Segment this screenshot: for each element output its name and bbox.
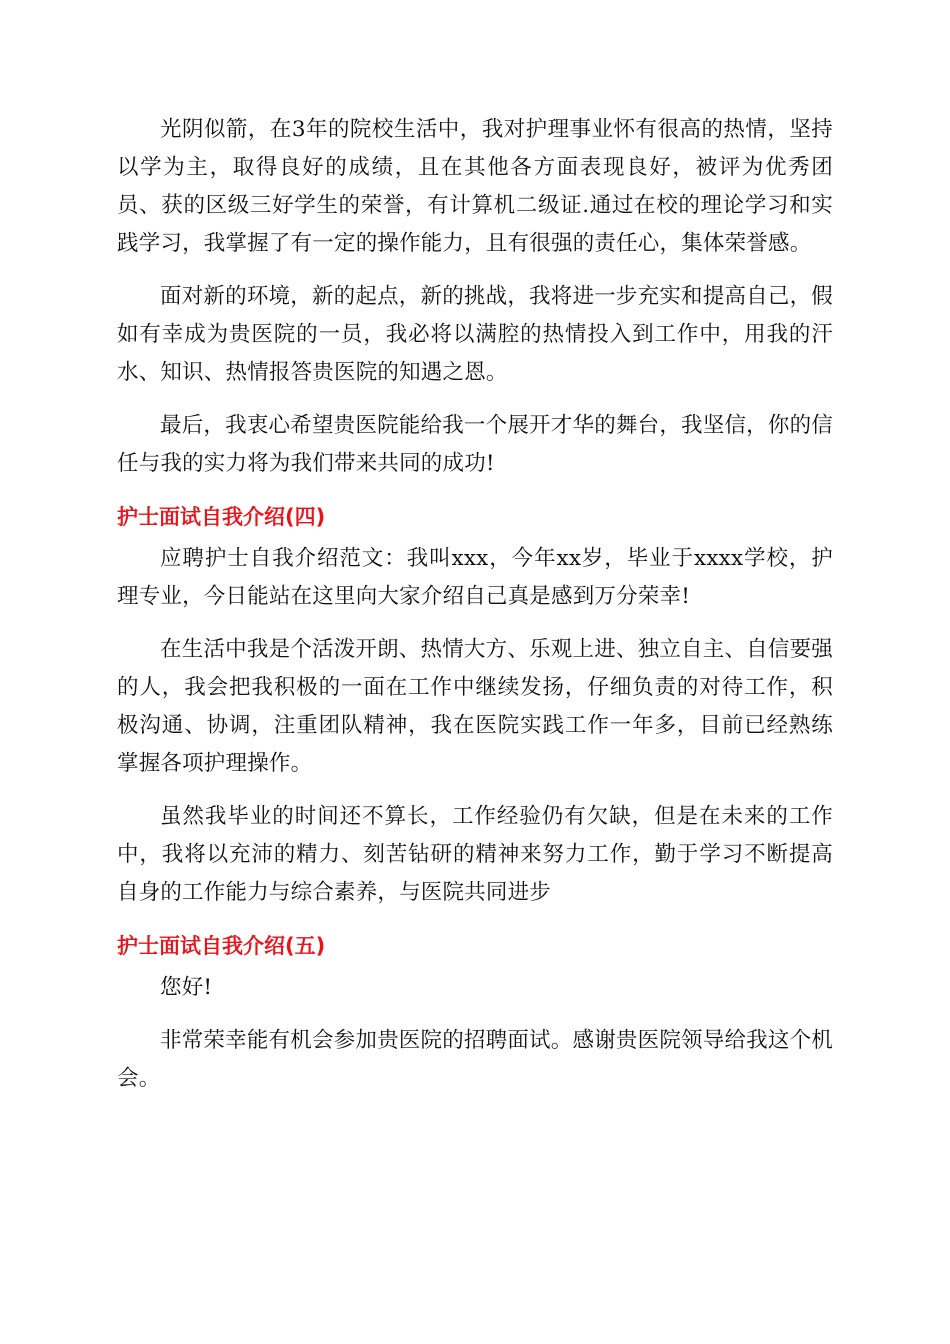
section-heading-five: 护士面试自我介绍(五) <box>117 934 326 958</box>
paragraph-thanks: 非常荣幸能有机会参加贵医院的招聘面试。感谢贵医院领导给我这个机会。 <box>117 1028 833 1091</box>
paragraph-personality: 在生活中我是个活泼开朗、热情大方、乐观上进、独立自主、自信要强的人，我会把我积极的一面在工作中继续发扬，仔细负责的对待工作，积极沟通、协调，注重团队精神，我在医院实践工作一年多，目前已经熟练掌握各项护理操作。 <box>117 637 833 776</box>
paragraph-closing-wish: 最后，我衷心希望贵医院能给我一个展开才华的舞台，我坚信，你的信任与我的实力将为我们带来共同的成功! <box>117 413 833 476</box>
section-heading-four: 护士面试自我介绍(四) <box>117 505 326 529</box>
paragraph-greeting: 您好! <box>160 975 213 1000</box>
paragraph-intro-sample: 应聘护士自我介绍范文：我叫xxx，今年xx岁，毕业于xxxx学校，护理专业，今日能站在这里向大家介绍自己真是感到万分荣幸! <box>117 546 833 609</box>
paragraph-future-work: 虽然我毕业的时间还不算长，工作经验仍有欠缺，但是在未来的工作中，我将以充沛的精力、刻苦钻研的精神来努力工作，勤于学习不断提高自身的工作能力与综合素养，与医院共同进步 <box>117 804 833 905</box>
document-body <box>117 111 833 1113</box>
paragraph-campus-life: 光阴似箭，在3年的院校生活中，我对护理事业怀有很高的热情，坚持以学为主，取得良好的成绩，且在其他各方面表现良好，被评为优秀团员、获的区级三好学生的荣誉，有计算机二级证.通过在校的理论学习和实践学习，我掌握了有一定的操作能力，且有很强的责任心，集体荣誉感。 <box>117 117 833 256</box>
paragraph-new-challenge: 面对新的环境，新的起点，新的挑战，我将进一步充实和提高自己，假如有幸成为贵医院的一员，我必将以满腔的热情投入到工作中，用我的汗水、知识、热情报答贵医院的知遇之恩。 <box>117 284 833 385</box>
